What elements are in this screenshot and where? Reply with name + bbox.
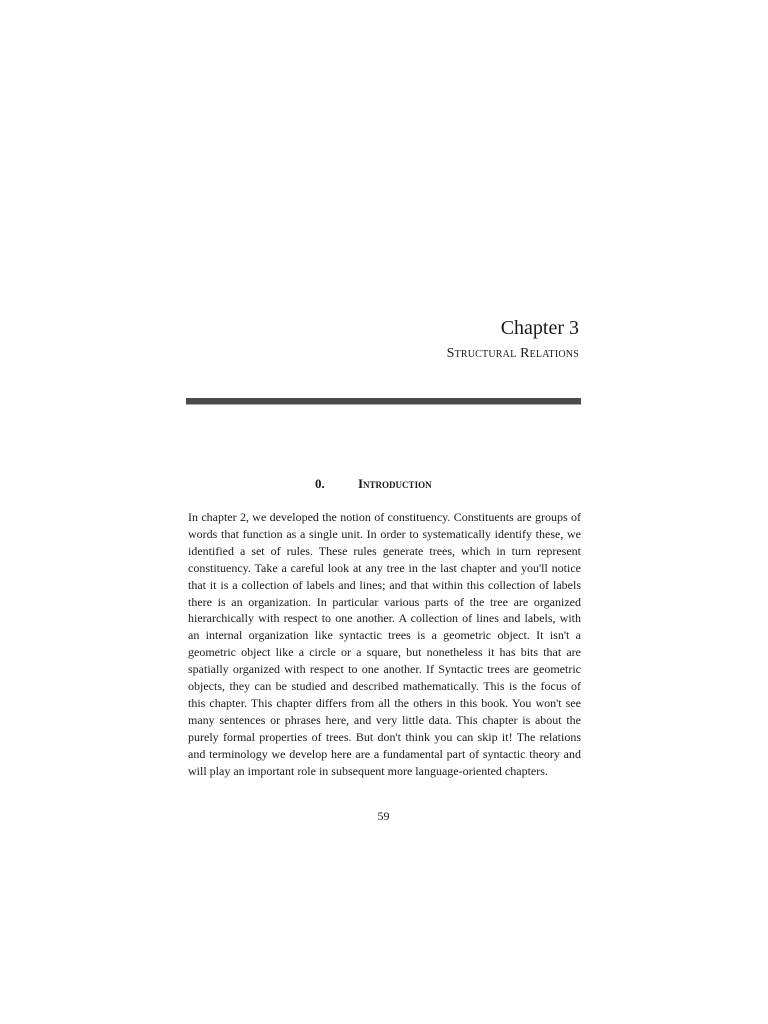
section-heading [186, 474, 581, 494]
page-number: 59 [377, 809, 390, 823]
chapter-title: Chapter 3 [500, 317, 579, 339]
chapter-subtitle: Structural Relations [446, 346, 579, 361]
section-title: Introduction [358, 476, 432, 491]
section-number: 0. [315, 476, 325, 491]
chapter-divider-rule [186, 398, 581, 405]
body-paragraph: In chapter 2, we developed the notion of constituency. Constituents are groups of words that function as a single unit. In order to systematically identify these, we identified a set of rules. These rules generate trees, which in turn represent constituency. Take a careful look at any tree in the last chapter and you'll notice that it is a collection of labels and lines; and that within this collection of labels there is an organization. In particular various parts of the tree are organized hierarchically with respect to one another. A collection of lines and labels, with an internal organization like syntactic trees is a geometric object. It isn't a geometric object like a circle or a square, but nonetheless it has bits that are spatially organized with respect to one another. If Syntactic trees are geometric objects, they can be studied and described mathematically. This is the focus of this chapter. This chapter differs from all the others in this book. You won't see many sentences or phrases here, and very little data. This chapter is about the purely formal properties of trees. But don't think you can skip it! The relations and terminology we develop here are a fundamental part of syntactic theory and will play an important role in subsequent more language-oriented chapters. [188, 510, 581, 778]
